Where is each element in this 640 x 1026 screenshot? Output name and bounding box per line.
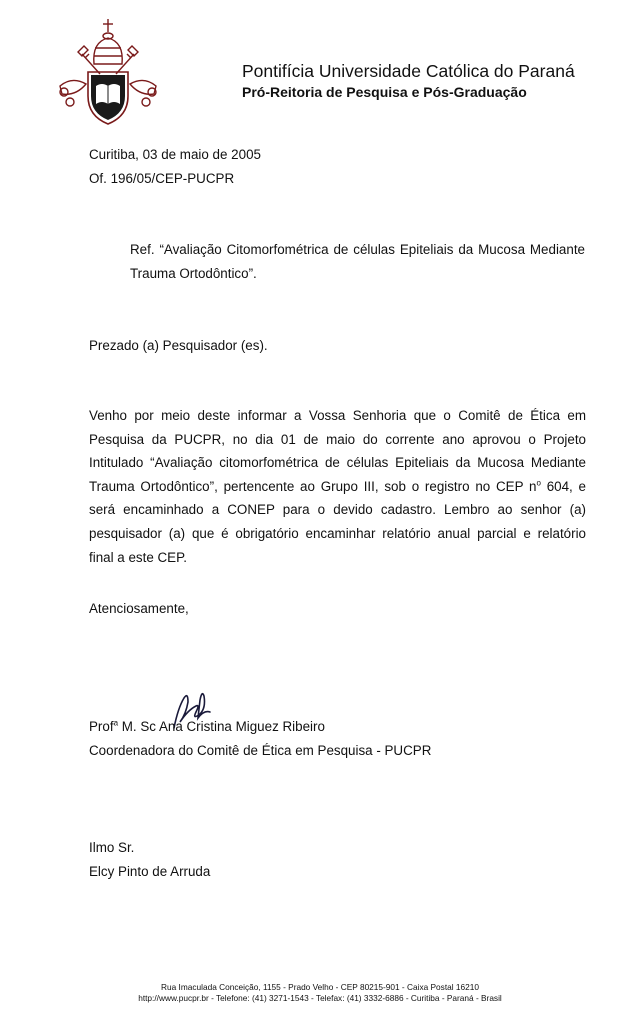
footer-address: Rua Imaculada Conceição, 1155 - Prado Velho - CEP 80215-901 - Caixa Postal 16210 <box>161 982 479 992</box>
body-line: pesquisador (a) que é obrigatório encaminhar relatório anual parcial e relatório <box>89 525 586 541</box>
body-line: final a este CEP. <box>89 549 188 565</box>
body-line: Pesquisa da PUCPR, no dia 01 de maio do corrente ano aprovou o Projeto <box>89 431 586 447</box>
institution-name: Pontifícia Universidade Católica do Paraná <box>242 61 575 81</box>
department-name: Pró-Reitoria de Pesquisa e Pós-Graduação <box>242 84 527 100</box>
recipient-name: Elcy Pinto de Arruda <box>89 864 211 879</box>
signatory-prefix-superscript: a <box>113 718 119 728</box>
reference-line: Ref. “Avaliação Citomorfométrica de células Epiteliais da Mucosa Mediante Trauma Ortodôntico”. <box>130 242 585 281</box>
university-crest-icon <box>52 16 164 126</box>
cep-number-superscript: o <box>536 478 541 488</box>
office-number: Of. 196/05/CEP-PUCPR <box>89 171 235 186</box>
body-line: Intitulado “Avaliação citomorfométrica de células Epiteliais da Mucosa Mediante <box>89 455 586 471</box>
body-line-cep <box>89 475 586 499</box>
letter-body <box>89 404 586 569</box>
cep-number-tail: 604, e <box>540 478 586 494</box>
signatory-name-rest: M. Sc Ana Cristina Miguez Ribeiro <box>118 719 325 734</box>
signatory-prefix: Prof <box>89 719 114 734</box>
letter-date: Curitiba, 03 de maio de 2005 <box>89 147 261 162</box>
body-line: será encaminhado a CONEP para o devido cadastro. Lembro ao senhor (a) <box>89 502 586 518</box>
body-line: Venho por meio deste informar a Vossa Senhoria que o Comitê de Ética em <box>89 408 586 423</box>
recipient-salutation: Ilmo Sr. <box>89 840 135 855</box>
footer-contact: http://www.pucpr.br - Telefone: (41) 3271-1543 - Telefax: (41) 3332-6886 - Curitiba - Paraná - Brasil <box>138 993 502 1003</box>
signatory-name <box>89 715 325 739</box>
closing: Atenciosamente, <box>89 601 189 616</box>
greeting: Prezado (a) Pesquisador (es). <box>89 338 268 353</box>
signatory-title: Coordenadora do Comitê de Ética em Pesquisa - PUCPR <box>89 743 432 758</box>
body-line-cep-text: Trauma Ortodôntico”, pertencente ao Grupo III, sob o registro no CEP n <box>89 478 537 494</box>
